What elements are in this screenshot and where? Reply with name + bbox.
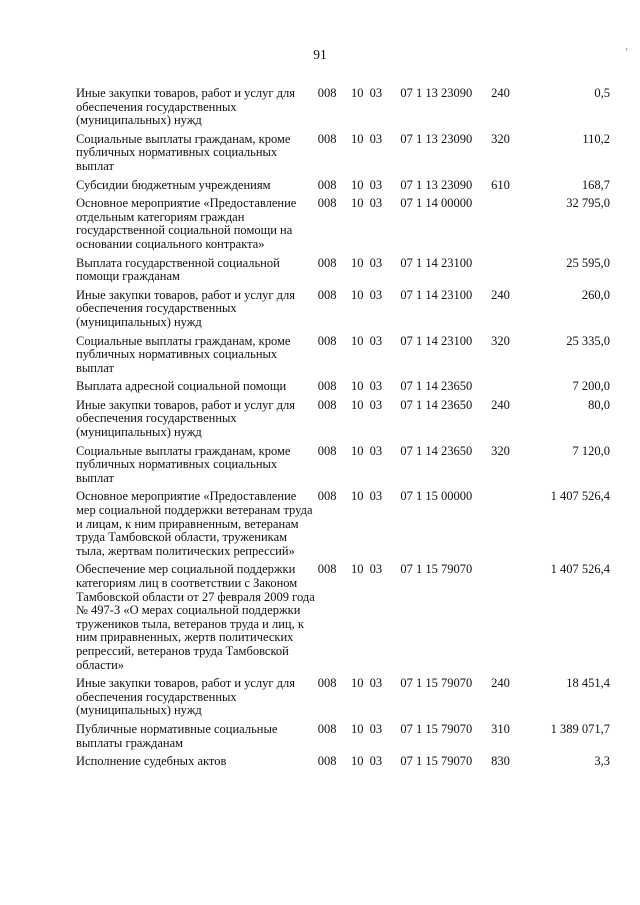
row-admin-code: 008 [317,397,337,412]
table-row [76,197,610,256]
table-row [76,563,610,677]
row-name: Социальные выплаты гражданам, кроме публичных нормативных социальных выплат [76,333,291,375]
table-row [76,677,610,723]
row-amount: 168,7 [581,177,610,192]
row-amount: 3,3 [594,754,610,769]
row-name: Иные закупки товаров, работ и услуг для обеспечения государственных (муниципальных) нужд [76,676,296,718]
table-row [76,380,610,399]
row-section-code: 10 03 [351,489,383,504]
row-target-code: 07 1 13 23090 [400,131,473,146]
row-expense-code [491,490,523,563]
row-amount: 25 595,0 [566,255,610,270]
row-expense-code: 830 [491,754,510,769]
row-expense-code [491,563,523,677]
corner-mark: , [625,41,628,52]
row-admin-code: 008 [317,255,337,270]
row-name: Социальные выплаты гражданам, кроме публичных нормативных социальных выплат [76,131,291,173]
row-amount: 0,5 [594,86,610,100]
table-row [76,87,610,133]
row-name: Обеспечение мер социальной поддержки категориям лиц в соответствии с Законом Тамбовской области от 27 февраля 2009 года № 497-З «О мерах социальной поддержки тружеников тыла, ветеранов труда и лиц, к ним приравненных, жертв политических репрессий, ветеранов труда Тамбовской области» [76,562,315,672]
row-section-code: 10 03 [351,397,383,412]
row-expense-code [491,257,523,289]
row-admin-code: 008 [317,379,337,394]
row-admin-code: 008 [317,562,337,577]
row-expense-code [491,380,523,399]
row-admin-code: 008 [317,196,337,211]
row-amount: 110,2 [582,131,610,146]
row-section-code: 10 03 [351,333,383,348]
row-name: Иные закупки товаров, работ и услуг для обеспечения государственных (муниципальных) нужд [76,287,296,329]
row-expense-code [491,197,523,256]
row-expense-code: 240 [491,397,510,412]
row-admin-code: 008 [317,86,337,100]
row-amount: 1 407 526,4 [550,489,610,504]
row-target-code: 07 1 15 79070 [400,754,473,769]
row-section-code: 10 03 [351,721,383,736]
table-row [76,490,610,563]
row-target-code: 07 1 13 23090 [400,86,473,100]
table-row [76,179,610,198]
table-row [76,289,610,335]
row-section-code: 10 03 [351,177,383,192]
row-target-code: 07 1 14 23100 [400,333,473,348]
row-target-code: 07 1 14 23650 [400,379,473,394]
row-target-code: 07 1 15 79070 [400,676,473,691]
row-section-code: 10 03 [351,676,383,691]
table-row [76,133,610,179]
row-target-code: 07 1 14 23650 [400,397,473,412]
budget-table-body [76,87,610,774]
row-expense-code: 240 [491,86,510,100]
row-amount: 18 451,4 [566,676,610,691]
row-expense-code: 240 [491,287,510,302]
row-expense-code: 240 [491,676,510,691]
row-amount: 1 389 071,7 [550,721,610,736]
row-admin-code: 008 [317,754,337,769]
row-admin-code: 008 [317,443,337,458]
row-target-code: 07 1 14 00000 [400,196,473,211]
row-admin-code: 008 [317,489,337,504]
row-admin-code: 008 [317,333,337,348]
table-row [76,723,610,755]
row-name: Выплата адресной социальной помощи [76,379,287,394]
row-name: Выплата государственной социальной помощи гражданам [76,255,280,284]
row-expense-code: 320 [491,131,510,146]
row-target-code: 07 1 15 79070 [400,721,473,736]
row-section-code: 10 03 [351,287,383,302]
row-name: Основное мероприятие «Предоставление отдельным категориям граждан государственной социальной помощи на основании социального контракта» [76,196,297,251]
row-amount: 7 200,0 [572,379,610,394]
row-section-code: 10 03 [351,562,383,577]
row-admin-code: 008 [317,177,337,192]
page-number: 91 [313,47,327,62]
row-admin-code: 008 [317,676,337,691]
row-name: Публичные нормативные социальные выплаты гражданам [76,721,278,750]
row-name: Субсидии бюджетным учреждениям [76,177,271,192]
table-row [76,335,610,381]
row-amount: 80,0 [588,397,610,412]
row-expense-code: 310 [491,721,510,736]
row-expense-code: 320 [491,333,510,348]
row-name: Иные закупки товаров, работ и услуг для обеспечения государственных (муниципальных) нужд [76,397,296,440]
row-section-code: 10 03 [351,255,383,270]
row-expense-code: 320 [491,443,510,458]
row-target-code: 07 1 15 00000 [400,489,473,504]
row-section-code: 10 03 [351,443,383,458]
row-target-code: 07 1 14 23100 [400,255,473,270]
row-section-code: 10 03 [351,86,383,100]
row-target-code: 07 1 14 23650 [400,443,473,458]
row-target-code: 07 1 13 23090 [400,177,473,192]
row-name: Социальные выплаты гражданам, кроме публичных нормативных социальных выплат [76,443,291,485]
row-section-code: 10 03 [351,379,383,394]
budget-table [76,87,610,774]
row-amount: 25 335,0 [566,333,610,348]
row-amount: 260,0 [581,287,610,302]
row-target-code: 07 1 14 23100 [400,287,473,302]
row-admin-code: 008 [317,721,337,736]
table-row [76,445,610,491]
row-section-code: 10 03 [351,754,383,769]
row-target-code: 07 1 15 79070 [400,562,473,577]
table-row [76,399,610,445]
row-admin-code: 008 [317,131,337,146]
row-amount: 32 795,0 [566,196,610,211]
row-name: Основное мероприятие «Предоставление мер социальной поддержки ветеранам труда и лицам, к ним приравненным, ветеранам труда Тамбовской области, труженикам тыла, жертвам политических репрессий» [76,489,313,558]
row-name: Исполнение судебных актов [76,754,227,769]
row-name: Иные закупки товаров, работ и услуг для обеспечения государственных (муниципальных) нужд [76,86,296,128]
table-row [76,257,610,289]
row-section-code: 10 03 [351,196,383,211]
row-admin-code: 008 [317,287,337,302]
row-amount: 1 407 526,4 [550,562,610,577]
row-section-code: 10 03 [351,131,383,146]
row-expense-code: 610 [491,177,510,192]
table-row [76,755,610,774]
row-amount: 7 120,0 [572,443,610,458]
